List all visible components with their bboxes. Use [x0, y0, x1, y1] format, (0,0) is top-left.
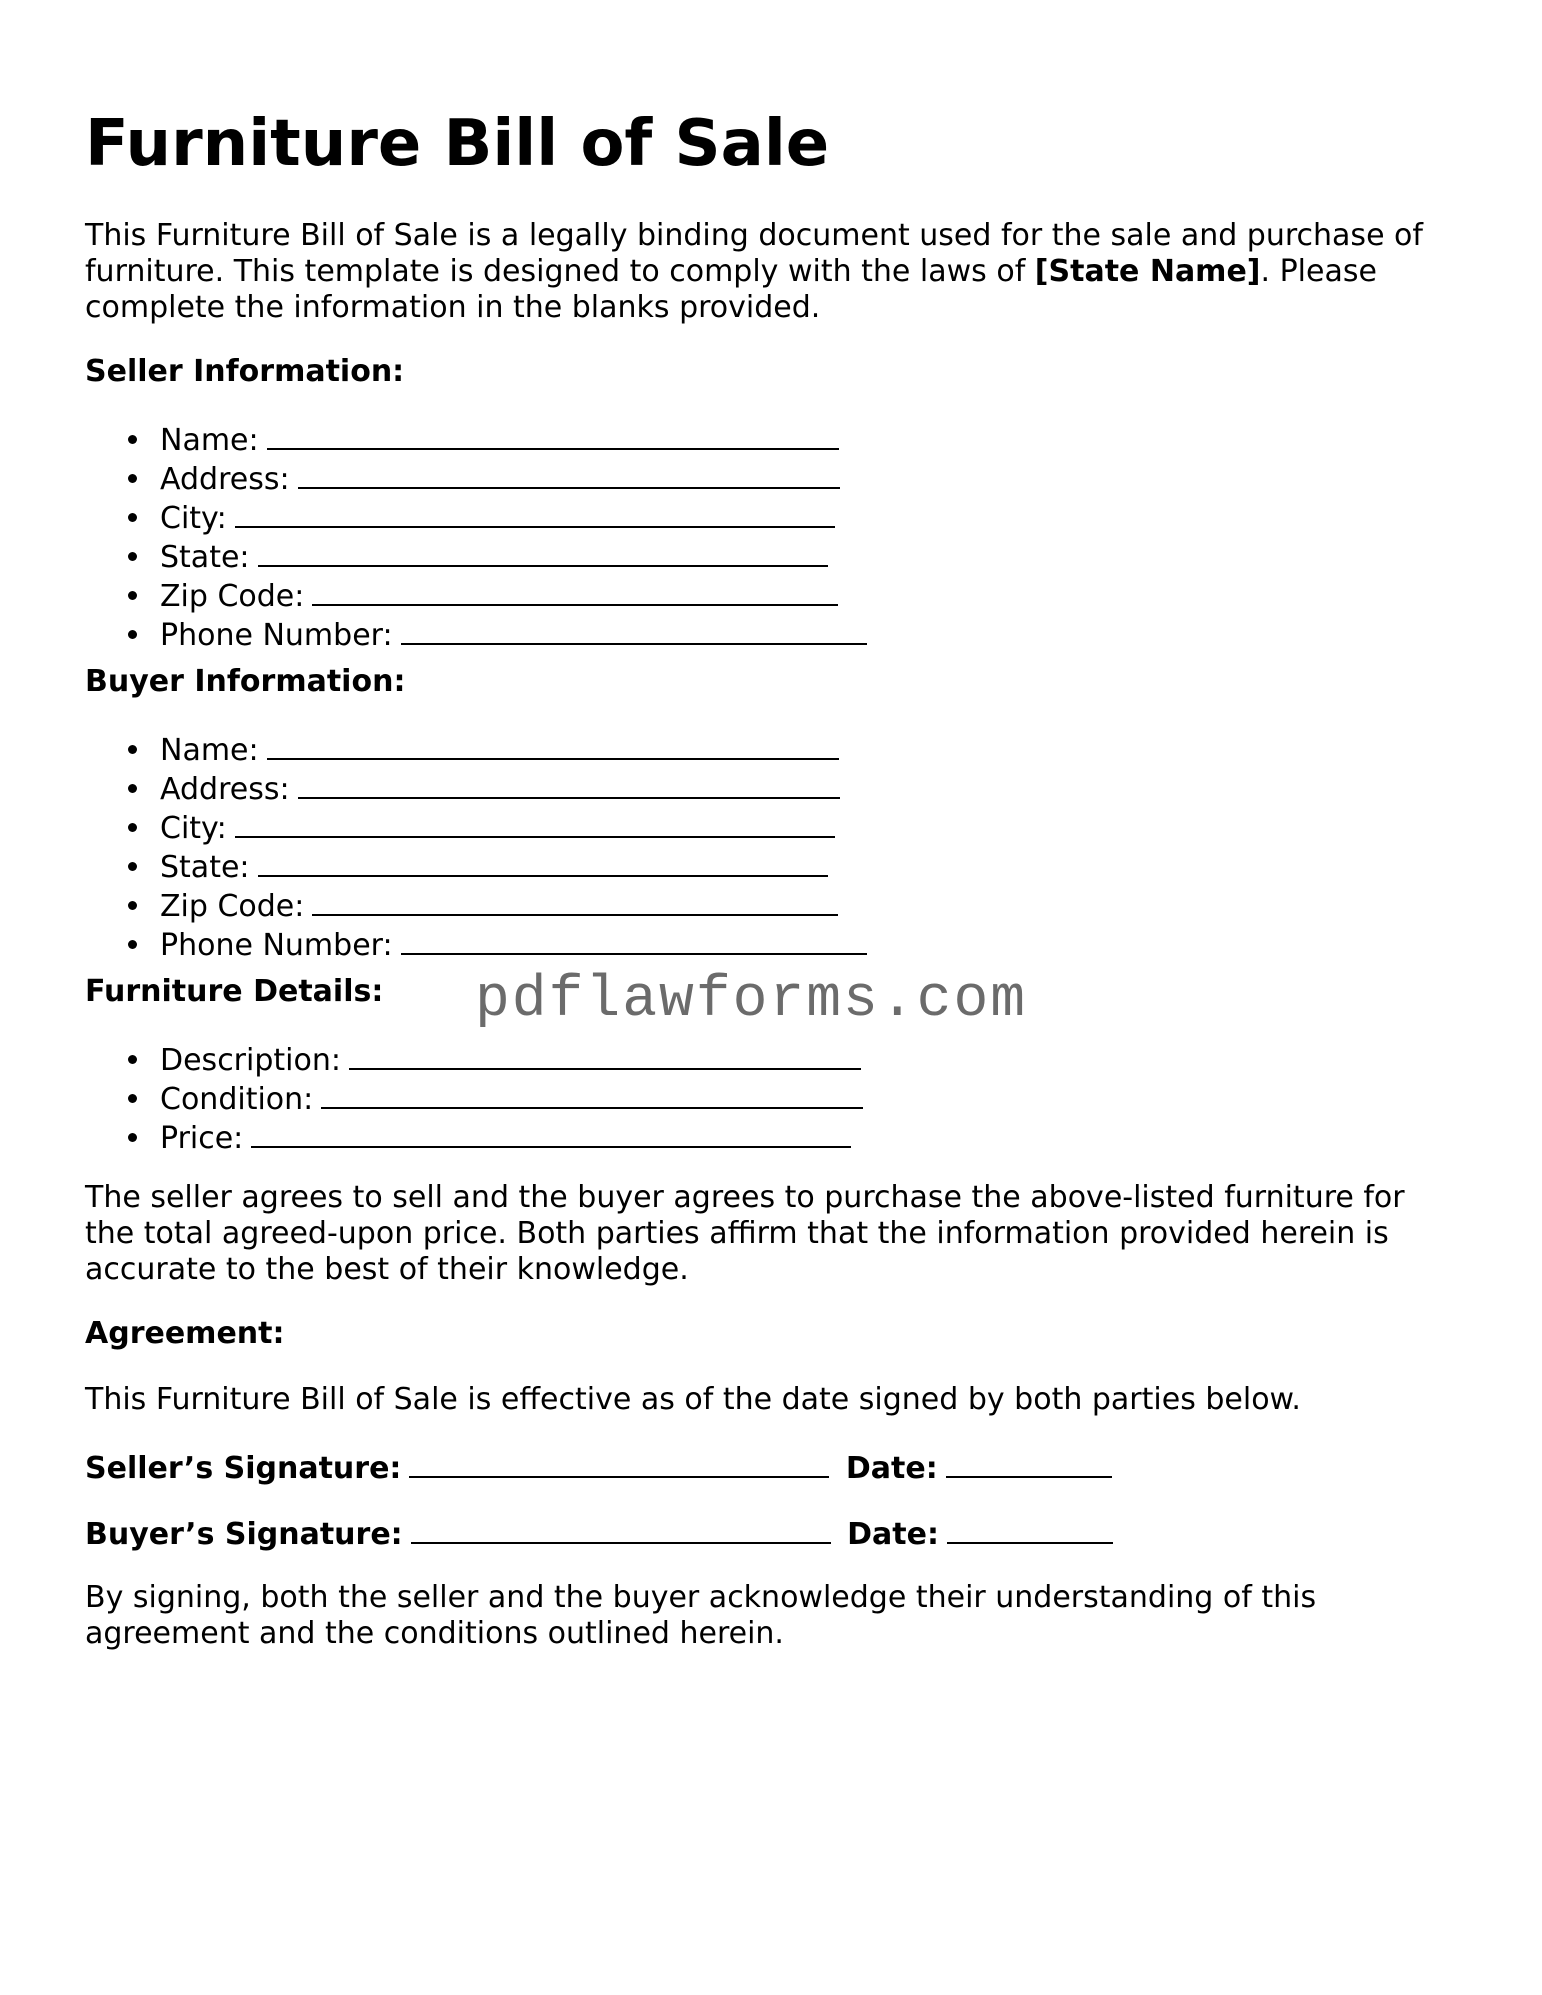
furniture-price-blank[interactable]	[251, 1118, 851, 1148]
buyer-phone-item	[85, 925, 867, 964]
bullet-icon	[128, 1055, 137, 1064]
bullet-icon	[128, 513, 137, 522]
seller-signature-blank[interactable]	[409, 1448, 829, 1478]
seller-phone-blank[interactable]	[401, 615, 867, 645]
buyer-name-blank[interactable]	[267, 730, 839, 760]
bullet-icon	[128, 862, 137, 871]
field-label: City:	[160, 811, 227, 846]
seller-city-item	[85, 498, 867, 537]
field-label: Description:	[160, 1043, 341, 1078]
seller-state-item	[85, 537, 867, 576]
agreement-heading: Agreement:	[85, 1316, 285, 1351]
field-label: City:	[160, 501, 227, 536]
furniture-description-blank[interactable]	[349, 1040, 861, 1070]
field-label: Phone Number:	[160, 928, 393, 963]
intro-line-2-end: . Please	[1260, 254, 1377, 289]
seller-date-label: Date:	[845, 1451, 938, 1486]
closing-paragraph	[85, 1580, 1465, 1652]
buyer-date-blank[interactable]	[947, 1514, 1113, 1544]
field-label: Zip Code:	[160, 579, 305, 614]
buyer-state-item	[85, 847, 867, 886]
bullet-icon	[128, 435, 137, 444]
watermark: pdflawforms.com	[475, 968, 1028, 1033]
field-label: Name:	[160, 423, 259, 458]
buyer-city-item	[85, 808, 867, 847]
seller-signature-line	[85, 1448, 1112, 1487]
field-label: Address:	[160, 462, 290, 497]
field-label: Address:	[160, 772, 290, 807]
bullet-icon	[128, 1133, 137, 1142]
affirmation-line-2: the total agreed-upon price. Both parties affirm that the information provided herein is	[85, 1216, 1389, 1251]
buyer-phone-blank[interactable]	[401, 925, 867, 955]
bullet-icon	[128, 591, 137, 600]
buyer-signature-line	[85, 1514, 1113, 1553]
buyer-fields	[85, 730, 867, 964]
closing-line-2: agreement and the conditions outlined herein.	[85, 1616, 784, 1651]
field-label: Name:	[160, 733, 259, 768]
buyer-date-label: Date:	[847, 1517, 939, 1552]
field-label: Zip Code:	[160, 889, 305, 924]
affirmation-line-3: accurate to the best of their knowledge.	[85, 1252, 689, 1287]
intro-paragraph	[85, 218, 1465, 326]
document-title: Furniture Bill of Sale	[85, 107, 830, 181]
seller-state-blank[interactable]	[258, 537, 828, 567]
affirmation-paragraph	[85, 1180, 1465, 1288]
agreement-text: This Furniture Bill of Sale is effective as of the date signed by both parties below.	[85, 1382, 1301, 1417]
bullet-icon	[128, 940, 137, 949]
bullet-icon	[128, 474, 137, 483]
bullet-icon	[128, 630, 137, 639]
closing-line-1: By signing, both the seller and the buyer acknowledge their understanding of this	[85, 1580, 1317, 1615]
seller-name-blank[interactable]	[267, 420, 839, 450]
buyer-address-blank[interactable]	[298, 769, 840, 799]
seller-phone-item	[85, 615, 867, 654]
affirmation-line-1: The seller agrees to sell and the buyer agrees to purchase the above-listed furniture for	[85, 1180, 1405, 1215]
bullet-icon	[128, 784, 137, 793]
seller-heading: Seller Information:	[85, 354, 405, 389]
furniture-heading: Furniture Details:	[85, 974, 384, 1009]
seller-fields	[85, 420, 867, 654]
intro-line-1: This Furniture Bill of Sale is a legally binding document used for the sale and purchase of	[85, 218, 1423, 253]
intro-line-3: complete the information in the blanks provided.	[85, 290, 821, 325]
bullet-icon	[128, 901, 137, 910]
field-label: Condition:	[160, 1082, 314, 1117]
buyer-signature-blank[interactable]	[411, 1514, 831, 1544]
furniture-fields	[85, 1040, 863, 1157]
field-label: Phone Number:	[160, 618, 393, 653]
intro-line-2-start: furniture. This template is designed to comply with the laws of	[85, 254, 1035, 289]
field-label: State:	[160, 850, 250, 885]
bullet-icon	[128, 823, 137, 832]
buyer-zip-blank[interactable]	[312, 886, 838, 916]
bullet-icon	[128, 745, 137, 754]
buyer-name-item	[85, 730, 867, 769]
field-label: Price:	[160, 1121, 244, 1156]
furniture-condition-blank[interactable]	[321, 1079, 863, 1109]
seller-signature-label: Seller’s Signature:	[85, 1451, 402, 1486]
buyer-address-item	[85, 769, 867, 808]
seller-zip-blank[interactable]	[312, 576, 838, 606]
buyer-heading: Buyer Information:	[85, 664, 406, 699]
seller-address-blank[interactable]	[298, 459, 840, 489]
furniture-description-item	[85, 1040, 863, 1079]
buyer-signature-label: Buyer’s Signature:	[85, 1517, 403, 1552]
seller-name-item	[85, 420, 867, 459]
state-name-placeholder: [State Name]	[1034, 254, 1261, 289]
buyer-zip-item	[85, 886, 867, 925]
buyer-city-blank[interactable]	[235, 808, 835, 838]
field-label: State:	[160, 540, 250, 575]
bullet-icon	[128, 1094, 137, 1103]
bullet-icon	[128, 552, 137, 561]
seller-zip-item	[85, 576, 867, 615]
seller-city-blank[interactable]	[235, 498, 835, 528]
seller-date-blank[interactable]	[946, 1448, 1112, 1478]
buyer-state-blank[interactable]	[258, 847, 828, 877]
furniture-condition-item	[85, 1079, 863, 1118]
furniture-price-item	[85, 1118, 863, 1157]
seller-address-item	[85, 459, 867, 498]
